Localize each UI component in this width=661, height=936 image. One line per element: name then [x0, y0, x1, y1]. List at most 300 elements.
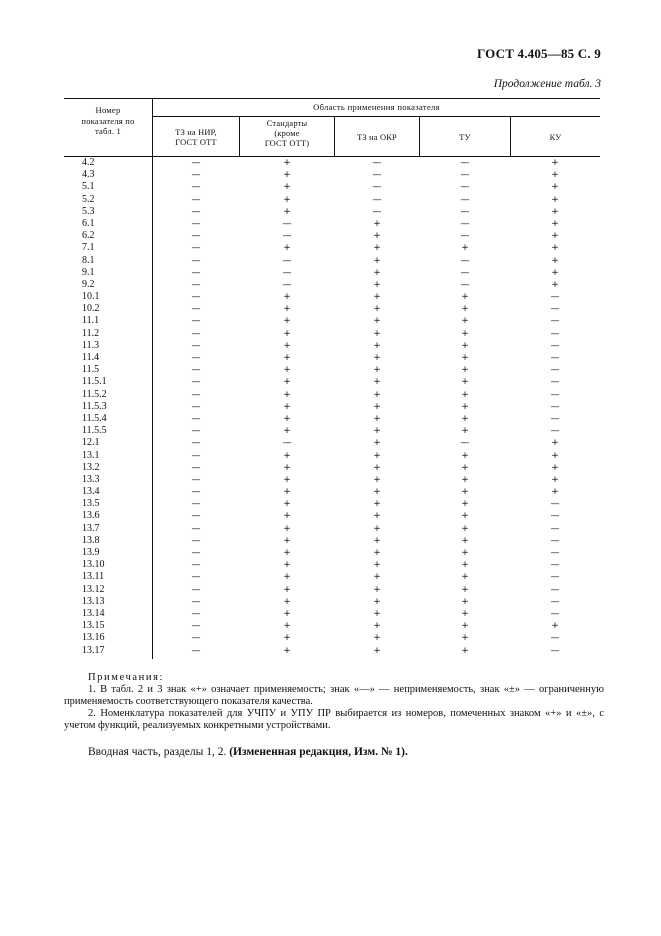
cell-mark: — [550, 633, 560, 644]
cell-mark: + [461, 462, 469, 473]
cell-mark: — [550, 401, 560, 412]
cell-mark: — [191, 182, 201, 193]
row-number: 13.2 [82, 461, 100, 473]
cell-mark: — [191, 328, 201, 339]
row-number: 13.1 [82, 449, 100, 461]
cell-mark: — [191, 377, 201, 388]
cell-mark: + [461, 292, 469, 303]
cell-mark: — [191, 511, 201, 522]
table-row [64, 498, 600, 510]
cell-mark: + [551, 438, 559, 449]
cell-mark: — [460, 182, 470, 193]
cell-mark: + [373, 450, 381, 461]
cell-mark: — [460, 231, 470, 242]
row-number: 10.1 [82, 291, 100, 303]
cell-mark: + [373, 621, 381, 632]
cell-mark: — [550, 499, 560, 510]
subheader-tz-nir: ТЗ на НИР, ГОСТ ОТТ [175, 128, 217, 147]
table-row [64, 547, 600, 559]
cell-mark: + [461, 316, 469, 327]
table-body [64, 157, 600, 657]
cell-mark: + [283, 401, 291, 412]
cell-mark: + [283, 572, 291, 583]
table-row [64, 340, 600, 352]
cell-mark: + [461, 584, 469, 595]
cell-mark: + [373, 340, 381, 351]
cell-mark: — [460, 255, 470, 266]
cell-mark: — [191, 243, 201, 254]
row-number: 13.15 [82, 620, 105, 632]
cell-mark: + [551, 170, 559, 181]
cell-mark: + [373, 499, 381, 510]
cell-mark: — [191, 316, 201, 327]
cell-mark: + [283, 340, 291, 351]
cell-mark: + [283, 645, 291, 656]
cell-mark: + [551, 182, 559, 193]
cell-mark: — [550, 572, 560, 583]
cell-mark: — [191, 401, 201, 412]
cell-mark: + [283, 389, 291, 400]
cell-mark: — [191, 413, 201, 424]
cell-mark: — [550, 548, 560, 558]
table-row [64, 474, 600, 486]
cell-mark: + [551, 474, 559, 485]
cell-mark: — [191, 267, 201, 278]
row-number: 13.17 [82, 644, 105, 656]
cell-mark: + [283, 535, 291, 546]
cell-mark: — [550, 328, 560, 339]
cell-mark: + [461, 560, 469, 571]
table-row [64, 230, 600, 242]
cell-mark: — [460, 170, 470, 181]
cell-mark: — [191, 206, 201, 217]
cell-mark: — [550, 365, 560, 376]
cell-mark: — [191, 523, 201, 534]
row-number: 11.5.5 [82, 425, 107, 437]
cell-mark: + [373, 292, 381, 303]
cell-mark: — [191, 633, 201, 644]
cell-mark: + [461, 328, 469, 339]
cell-mark: + [551, 158, 559, 168]
cell-mark: + [283, 499, 291, 510]
cell-mark: + [283, 511, 291, 522]
table-row [64, 169, 600, 181]
cell-mark: — [282, 255, 292, 266]
row-number: 11.4 [82, 352, 100, 363]
cell-mark: — [191, 304, 201, 315]
cell-mark: + [461, 645, 469, 656]
cell-mark: + [283, 304, 291, 315]
cell-mark: + [373, 231, 381, 242]
cell-mark: + [283, 450, 291, 461]
cell-mark: — [372, 194, 382, 205]
table-row [64, 194, 600, 206]
cell-mark: + [373, 413, 381, 424]
note-2: 2. Номенклатура показателей для УЧПУ и УПУ ПР выбирается из номеров, помеченных знаком «+» и «±», с учетом функций, реализуемых конкретными устройствами. [64, 708, 604, 731]
cell-mark: — [550, 511, 560, 522]
row-number: 11.2 [82, 327, 100, 339]
cell-mark: — [191, 353, 201, 363]
table-row [64, 523, 600, 535]
cell-mark: + [461, 523, 469, 534]
cell-mark: + [551, 231, 559, 242]
cell-mark: + [373, 511, 381, 522]
cell-mark: — [550, 584, 560, 595]
cell-mark: + [461, 304, 469, 315]
table-row [64, 389, 600, 401]
row-number: 13.6 [82, 510, 100, 522]
cell-mark: — [191, 645, 201, 656]
cell-mark: + [551, 621, 559, 632]
cell-mark: + [283, 377, 291, 388]
table-row [64, 157, 600, 169]
cell-mark: + [283, 292, 291, 303]
cell-mark: + [283, 413, 291, 424]
table-row [64, 608, 600, 620]
cell-mark: — [550, 340, 560, 351]
notes-title: Примечания: [88, 672, 165, 683]
cell-mark: — [191, 438, 201, 449]
header-indicator-number-text: Номер показателя по табл. 1 [81, 105, 135, 136]
cell-mark: + [551, 462, 559, 473]
table-row [64, 425, 600, 437]
cell-mark: + [461, 413, 469, 424]
cell-mark: + [551, 267, 559, 278]
cell-mark: — [191, 231, 201, 242]
cell-mark: — [550, 560, 560, 571]
cell-mark: — [372, 170, 382, 181]
cell-mark: + [461, 621, 469, 632]
cell-mark: — [282, 267, 292, 278]
table-row [64, 510, 600, 522]
cell-mark: + [283, 328, 291, 339]
row-number: 11.5.3 [82, 400, 107, 412]
cell-mark: — [372, 206, 382, 217]
table-row [64, 364, 600, 376]
cell-mark: + [373, 426, 381, 437]
cell-mark: — [191, 279, 201, 290]
cell-mark: + [283, 194, 291, 205]
cell-mark: + [283, 523, 291, 534]
table-row [64, 596, 600, 608]
table-row [64, 571, 600, 583]
cell-mark: — [282, 218, 292, 229]
row-number: 10.2 [82, 303, 100, 315]
cell-mark: — [550, 377, 560, 388]
row-number: 11.5 [82, 364, 100, 376]
row-number: 4.3 [82, 169, 95, 181]
cell-mark: — [460, 206, 470, 217]
table-row [64, 632, 600, 644]
cell-mark: + [373, 218, 381, 229]
cell-mark: + [283, 462, 291, 473]
cell-mark: — [282, 279, 292, 290]
cell-mark: — [550, 292, 560, 303]
cell-mark: + [461, 243, 469, 254]
cell-mark: — [191, 535, 201, 546]
cell-mark: + [283, 560, 291, 571]
cell-mark: + [551, 243, 559, 254]
cell-mark: + [461, 608, 469, 619]
cell-mark: + [551, 279, 559, 290]
table-row [64, 559, 600, 571]
subheader-tu: ТУ [459, 133, 471, 142]
row-number: 5.1 [82, 181, 95, 193]
cell-mark: — [191, 608, 201, 619]
cell-mark: + [461, 548, 469, 558]
row-number: 7.1 [82, 242, 95, 254]
cell-mark: — [191, 170, 201, 181]
cell-mark: + [461, 426, 469, 437]
body-divider [152, 155, 153, 659]
cell-mark: + [461, 487, 469, 498]
header-area-title: Область применения показателя [313, 102, 440, 112]
subheader-standards: Стандарты (кроме ГОСТ ОТТ) [264, 119, 310, 148]
cell-mark: — [460, 438, 470, 449]
row-number: 13.16 [82, 632, 105, 644]
amendment-note [88, 746, 408, 758]
cell-mark: — [191, 389, 201, 400]
cell-mark: — [191, 426, 201, 437]
cell-mark: — [191, 596, 201, 607]
cell-mark: — [191, 450, 201, 461]
cell-mark: + [373, 438, 381, 449]
cell-mark: — [550, 316, 560, 327]
cell-mark: — [191, 474, 201, 485]
cell-mark: + [461, 572, 469, 583]
cell-mark: + [373, 523, 381, 534]
cell-mark: + [373, 596, 381, 607]
cell-mark: + [283, 182, 291, 193]
cell-mark: — [191, 218, 201, 229]
row-number: 13.5 [82, 498, 100, 510]
cell-mark: — [191, 487, 201, 498]
cell-mark: — [550, 523, 560, 534]
cell-mark: + [461, 353, 469, 363]
table-row [64, 242, 600, 254]
cell-mark: + [461, 401, 469, 412]
table-row [64, 206, 600, 218]
cell-mark: + [373, 279, 381, 290]
table-row [64, 279, 600, 291]
cell-mark: + [283, 365, 291, 376]
cell-mark: + [551, 206, 559, 217]
cell-mark: — [550, 608, 560, 619]
cell-mark: — [550, 645, 560, 656]
row-number: 11.5.2 [82, 388, 107, 400]
notes [64, 672, 604, 732]
row-number: 13.4 [82, 486, 100, 498]
cell-mark: + [283, 474, 291, 485]
cell-mark: — [191, 560, 201, 571]
cell-mark: + [373, 645, 381, 656]
table-row [64, 376, 600, 388]
cell-mark: — [191, 194, 201, 205]
cell-mark: + [551, 255, 559, 266]
row-number: 13.9 [82, 547, 100, 558]
cell-mark: — [372, 158, 382, 168]
cell-mark: — [372, 182, 382, 193]
cell-mark: — [191, 621, 201, 632]
cell-mark: + [551, 218, 559, 229]
cell-mark: — [550, 535, 560, 546]
row-number: 11.3 [82, 339, 100, 351]
cell-mark: + [373, 267, 381, 278]
cell-mark: — [550, 596, 560, 607]
cell-mark: — [282, 231, 292, 242]
row-number: 8.1 [82, 254, 95, 266]
table-row [64, 352, 600, 364]
cell-mark: + [283, 621, 291, 632]
cell-mark: + [551, 450, 559, 461]
row-number: 13.14 [82, 607, 105, 619]
cell-mark: — [550, 389, 560, 400]
cell-mark: + [373, 353, 381, 363]
row-number: 5.3 [82, 205, 95, 217]
note-1: 1. В табл. 2 и 3 знак «+» означает применяемость; знак «—» — неприменяемость, знак «±» — ограниченную применяемость соответствующего показателя качества. [64, 684, 604, 707]
cell-mark: — [550, 413, 560, 424]
cell-mark: + [283, 584, 291, 595]
cell-mark: + [283, 633, 291, 644]
table-row [64, 291, 600, 303]
cell-mark: + [283, 426, 291, 437]
subheader-tz-okr: ТЗ на ОКР [357, 133, 397, 142]
cell-mark: + [373, 560, 381, 571]
cell-mark: + [283, 158, 291, 168]
cell-mark: + [373, 365, 381, 376]
cell-mark: — [460, 279, 470, 290]
cell-mark: — [460, 194, 470, 205]
cell-mark: + [373, 255, 381, 266]
cell-mark: + [461, 499, 469, 510]
cell-mark: — [191, 499, 201, 510]
cell-mark: + [283, 206, 291, 217]
cell-mark: + [461, 633, 469, 644]
cell-mark: + [461, 474, 469, 485]
table-continuation-label: Продолжение табл. 3 [493, 78, 601, 90]
cell-mark: + [283, 608, 291, 619]
cell-mark: — [191, 572, 201, 583]
table-header [64, 98, 600, 157]
row-number: 13.12 [82, 583, 105, 595]
cell-mark: — [191, 584, 201, 595]
cell-mark: — [191, 158, 201, 168]
table-row [64, 315, 600, 327]
row-number: 9.2 [82, 278, 95, 290]
cell-mark: + [283, 487, 291, 498]
header-subdivider [153, 116, 600, 117]
header-indicator-number [64, 105, 152, 137]
cell-mark: — [460, 267, 470, 278]
table-row [64, 413, 600, 425]
cell-mark: + [283, 243, 291, 254]
row-number: 13.8 [82, 534, 100, 546]
table-row [64, 328, 600, 340]
cell-mark: — [550, 426, 560, 437]
cell-mark: + [461, 450, 469, 461]
table-row [64, 584, 600, 596]
table-row [64, 450, 600, 462]
row-number: 4.2 [82, 157, 95, 168]
row-number: 5.2 [82, 193, 95, 205]
cell-mark: + [373, 487, 381, 498]
row-number: 9.1 [82, 266, 95, 278]
cell-mark: + [461, 377, 469, 388]
table-row [64, 620, 600, 632]
table-row [64, 267, 600, 279]
row-number: 12.1 [82, 437, 100, 449]
cell-mark: — [191, 340, 201, 351]
cell-mark: + [551, 194, 559, 205]
cell-mark: — [191, 365, 201, 376]
table [64, 98, 600, 657]
cell-mark: + [373, 535, 381, 546]
cell-mark: — [191, 462, 201, 473]
table-row [64, 645, 600, 657]
cell-mark: + [373, 316, 381, 327]
cell-mark: + [461, 389, 469, 400]
table-row [64, 401, 600, 413]
table-row [64, 218, 600, 230]
cell-mark: — [550, 353, 560, 363]
table-row [64, 303, 600, 315]
row-number: 11.5.1 [82, 376, 107, 388]
cell-mark: + [373, 328, 381, 339]
row-number: 13.10 [82, 559, 105, 571]
cell-mark: + [283, 548, 291, 558]
cell-mark: + [461, 340, 469, 351]
cell-mark: + [373, 243, 381, 254]
cell-mark: + [373, 548, 381, 558]
cell-mark: + [373, 474, 381, 485]
row-number: 11.1 [82, 315, 100, 327]
cell-mark: + [373, 572, 381, 583]
table-row [64, 462, 600, 474]
cell-mark: + [373, 389, 381, 400]
cell-mark: + [461, 511, 469, 522]
cell-mark: + [373, 377, 381, 388]
cell-mark: — [282, 438, 292, 449]
row-number: 13.13 [82, 595, 105, 607]
cell-mark: — [460, 218, 470, 229]
table-row [64, 181, 600, 193]
table-row [64, 486, 600, 498]
table-row [64, 255, 600, 267]
row-number: 13.3 [82, 473, 100, 485]
row-number: 13.11 [82, 571, 105, 583]
cell-mark: + [461, 596, 469, 607]
page-header: ГОСТ 4.405—85 С. 9 [476, 46, 601, 61]
row-number: 6.1 [82, 217, 95, 229]
table-row [64, 535, 600, 547]
cell-mark: + [461, 535, 469, 546]
row-number: 11.5.4 [82, 412, 107, 424]
cell-mark: + [461, 365, 469, 376]
table-row [64, 437, 600, 449]
cell-mark: + [373, 304, 381, 315]
cell-mark: + [373, 633, 381, 644]
cell-mark: — [191, 292, 201, 303]
cell-mark: + [283, 316, 291, 327]
cell-mark: + [373, 608, 381, 619]
cell-mark: + [373, 462, 381, 473]
cell-mark: + [373, 584, 381, 595]
cell-mark: + [283, 596, 291, 607]
row-number: 13.7 [82, 522, 100, 534]
cell-mark: + [283, 353, 291, 363]
cell-mark: — [191, 255, 201, 266]
cell-mark: — [460, 158, 470, 168]
